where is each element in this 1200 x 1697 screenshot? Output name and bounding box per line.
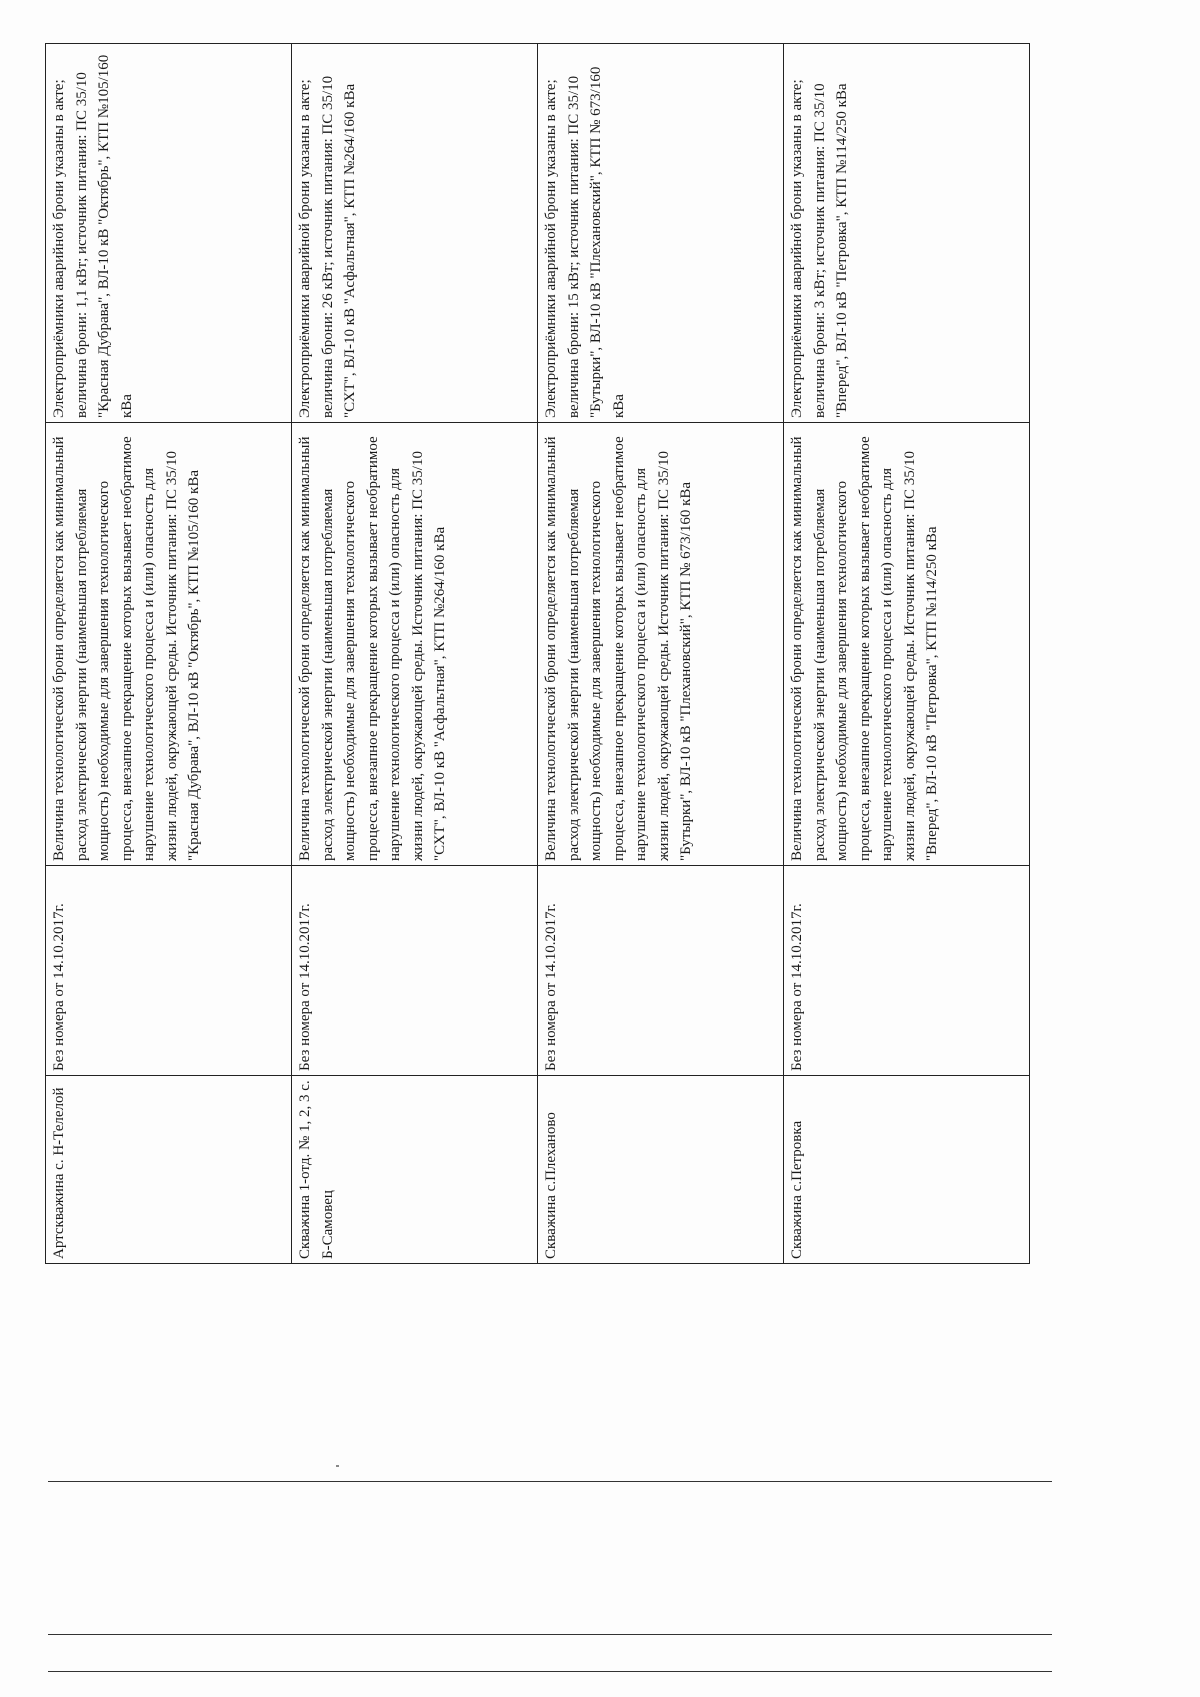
tech-reserve-cell: Величина технологической брони определяется как минимальный расход электрической энергии (наименьшая потребляемая мощность) необходимые для завершения технологического процесса, внезапное прекращение которых вызывает необратимое нарушение технологического процесса и (или) опасность для жизни людей, окружающей среды. Источник питания: ПС 35/10 "СХТ", ВЛ-10 кВ "Асфальтная", КТП №264/160 кВа: [292, 423, 538, 866]
rotated-table-container: [45, 44, 1030, 1264]
act-cell: Без номера от 14.10.2017г.: [46, 866, 292, 1076]
tech-reserve-cell: Величина технологической брони определяется как минимальный расход электрической энергии (наименьшая потребляемая мощность) необходимые для завершения технологического процесса, внезапное прекращение которых вызывает необратимое нарушение технологического процесса и (или) опасность для жизни людей, окружающей среды. Источник питания: ПС 35/10 "Вперед", ВЛ-10 кВ "Петровка", КТП №114/250 кВа: [784, 423, 1030, 866]
act-cell: Без номера от 14.10.2017г.: [292, 866, 538, 1076]
emergency-reserve-cell: Электроприёмники аварийной брони указаны в акте; величина брони: 15 кВт; источник питания: ПС 35/10 "Бутырки", ВЛ-10 кВ "Плехановский", КТП № 673/160 кВа: [538, 44, 784, 423]
emergency-reserve-cell: Электроприёмники аварийной брони указаны в акте; величина брони: 1,1 кВт; источник питания: ПС 35/10 "Красная Дубрава", ВЛ-10 кВ "Октябрь", КТП №105/160 кВа: [46, 44, 292, 423]
object-cell: Скважина с.Плеханово: [538, 1076, 784, 1264]
tech-reserve-cell: Величина технологической брони определяется как минимальный расход электрической энергии (наименьшая потребляемая мощность) необходимые для завершения технологического процесса, внезапное прекращение которых вызывает необратимое нарушение технологического процесса и (или) опасность для жизни людей, окружающей среды. Источник питания: ПС 35/10 "Красная Дубрава", ВЛ-10 кВ "Октябрь", КТП №105/160 кВа: [46, 423, 292, 866]
table-row: [538, 44, 784, 1264]
table-row: [46, 44, 292, 1264]
emergency-reserve-cell: Электроприёмники аварийной брони указаны в акте; величина брони: 26 кВт; источник питания: ПС 35/10 "СХТ", ВЛ-10 кВ "Асфальтная", КТП №264/160 кВа: [292, 44, 538, 423]
object-cell: Скважина с.Петровка: [784, 1076, 1030, 1264]
tech-reserve-cell: Величина технологической брони определяется как минимальный расход электрической энергии (наименьшая потребляемая мощность) необходимые для завершения технологического процесса, внезапное прекращение которых вызывает необратимое нарушение технологического процесса и (или) опасность для жизни людей, окружающей среды. Источник питания: ПС 35/10 "Бутырки", ВЛ-10 кВ "Плехановский", КТП № 673/160 кВа: [538, 423, 784, 866]
object-cell: Скважина 1-отд. № 1, 2, 3 с. Б-Самовец: [292, 1076, 538, 1264]
table-row: [784, 44, 1030, 1264]
emergency-reserve-cell: Электроприёмники аварийной брони указаны в акте; величина брони: 3 кВт; источник питания: ПС 35/10 "Вперед", ВЛ-10 кВ "Петровка", КТП №114/250 кВа: [784, 44, 1030, 423]
scan-speck: [336, 1465, 339, 1467]
act-cell: Без номера от 14.10.2017г.: [784, 866, 1030, 1076]
object-cell: Артскважина с. Н-Телелой: [46, 1076, 292, 1264]
reserve-table: [45, 43, 1030, 1264]
act-cell: Без номера от 14.10.2017г.: [538, 866, 784, 1076]
horizontal-rule: [48, 1671, 1052, 1672]
horizontal-rule: [48, 1634, 1052, 1635]
table-row: [292, 44, 538, 1264]
horizontal-rule: [48, 1481, 1052, 1482]
